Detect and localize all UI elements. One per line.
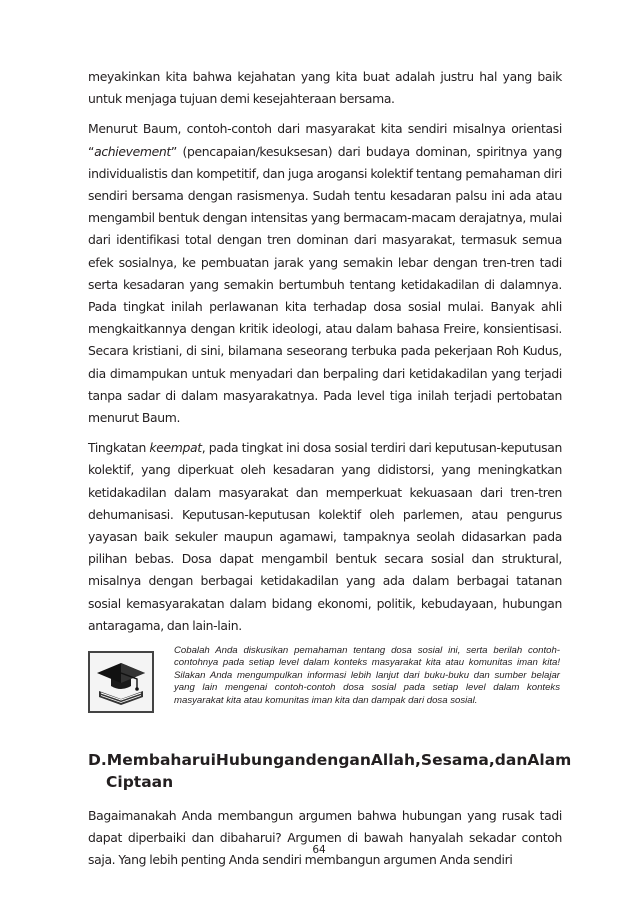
- page-number: 64: [312, 844, 326, 856]
- callout-text: Cobalah Anda diskusikan pemahaman tentang dosa sosial ini, serta berilah contoh-contohnya pada setiap level dalam konteks masyarakat kita atau komunitas iman kita! Silakan Anda mengumpulkan informasi lebih lanjut dari buku-buku dan sumber belajar yang lain mengenai contoh-contoh dosa sosial pada setiap level dalam konteks masyarakat kita atau komunitas iman kita dan dampak dari dosa sosial.: [174, 645, 560, 706]
- heading-word: Membaharui: [106, 751, 216, 770]
- paragraph-2: [88, 118, 562, 429]
- section-heading-line-1: [88, 749, 572, 771]
- paragraph-3-part-1: Tingkatan: [88, 440, 150, 456]
- paragraph-3-part-2: , pada tingkat ini dosa sosial terdiri dari keputusan-keputusan kolektif, yang diperkuat oleh kesadaran yang didistorsi, yang meningkatkan ketidakadilan dalam masyarakat dan memperkuat kekuasaan dari tren-tren dehumanisasi. Keputusan-keputusan kolektif oleh parlemen, atau pengurus yayasan baik sekuler maupun agamawi, tampaknya seolah didasarkan pada pilihan bebas. Dosa dapat mengambil bentuk secara sosial dan struktural, misalnya dengan berbagai ketidakadilan yang ada dalam berbagai tatanan sosial kemasyarakatan dalam bidang ekonomi, politik, kebudayaan, hubungan antaragama, dan lain-lain.: [88, 440, 562, 633]
- heading-word: dengan: [305, 751, 371, 770]
- section-heading: [88, 749, 572, 793]
- paragraph-2-emphasis: achievement: [94, 143, 171, 159]
- heading-word: dan: [494, 751, 528, 770]
- activity-callout: [88, 645, 562, 735]
- section-heading-line-2: Ciptaan: [106, 773, 174, 792]
- heading-word: Alam: [527, 751, 572, 770]
- heading-word: Allah,: [370, 751, 421, 770]
- heading-word: D.: [88, 751, 107, 770]
- section-body-paragraph: Bagaimanakah Anda membangun argumen bahwa hubungan yang rusak tadi dapat diperbaiki dan dibaharui? Argumen di bawah hanyalah sekadar contoh saja. Yang lebih penting Anda sendiri membangun argumen Anda sendiri: [88, 808, 562, 868]
- paragraph-2-part-1: Menurut Baum, contoh-contoh dari masyarakat kita sendiri misalnya orientasi “: [88, 121, 562, 159]
- heading-word: Sesama,: [420, 751, 495, 770]
- paragraph-2-part-2: ” (pencapaian/kesuksesan) dari budaya dominan, spiritnya yang individualistis dan kompetitif, dan juga arogansi kolektif tentang pemahaman diri sendiri bersama dengan rasismenya. Sudah tentu kesadaran palsu ini ada atau mengambil bentuk dengan intensitas yang bermacam-macam derajatnya, mulai dari identifikasi total dengan tren dominan dari masyarakat, termasuk semua efek sosialnya, ke pembuatan jarak yang semakin lebar dengan tren-tren tadi serta kesadaran yang semakin bertumbuh tentang ketidakadilan di dalamnya. Pada tingkat inilah perlawanan kita terhadap dosa sosial mulai. Banyak ahli mengkaitkannya dengan kritik ideologi, atau dalam bahasa Freire, konsientisasi. Secara kristiani, di sini, bilamana seseorang terbuka pada pekerjaan Roh Kudus, dia dimampukan untuk menyadari dan berpaling dari ketidakadilan yang terjadi tanpa sadar di dalam masyarakatnya. Pada level tiga inilah terjadi pertobatan menurut Baum.: [88, 143, 562, 426]
- paragraph-3: [88, 437, 562, 637]
- paragraph-1: meyakinkan kita bahwa kejahatan yang kita buat adalah justru hal yang baik untuk menjaga tujuan demi kesejahteraan bersama.: [88, 69, 562, 107]
- page-content: [88, 66, 572, 880]
- graduation-cap-book-icon: [88, 651, 154, 713]
- heading-word: Hubungan: [215, 751, 306, 770]
- paragraph-3-emphasis: keempat: [149, 440, 202, 456]
